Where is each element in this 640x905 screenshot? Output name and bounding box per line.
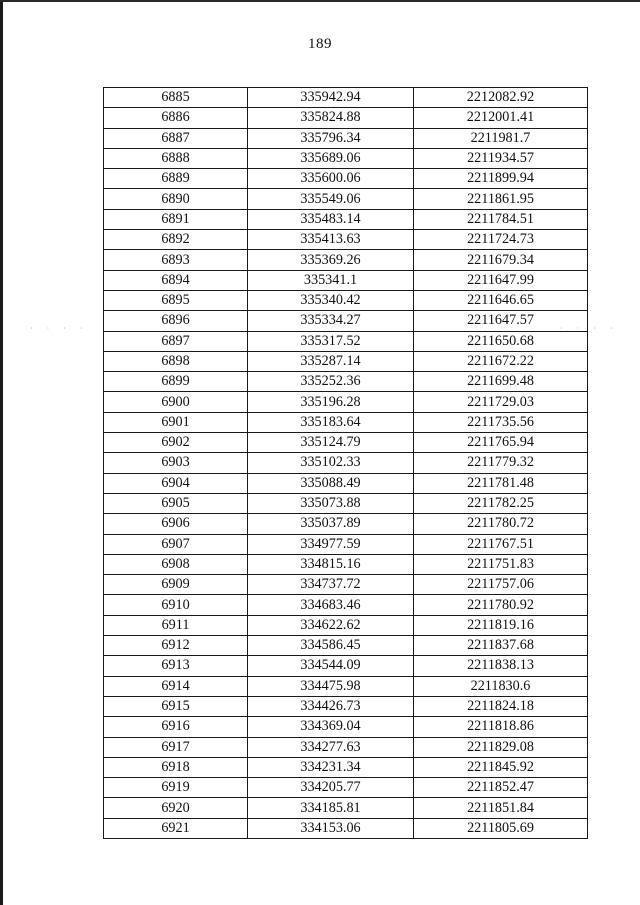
point-number-cell: 6886 [104, 108, 248, 128]
table-row [104, 798, 588, 818]
point-number-cell: 6919 [104, 778, 248, 798]
y-coordinate-cell: 2211729.03 [414, 392, 588, 412]
point-number-cell: 6899 [104, 372, 248, 392]
y-coordinate-cell: 2211805.69 [414, 818, 588, 838]
table-row [104, 209, 588, 229]
x-coordinate-cell: 335340.42 [248, 290, 414, 310]
table-row [104, 514, 588, 534]
point-number-cell: 6893 [104, 250, 248, 270]
y-coordinate-cell: 2211780.92 [414, 595, 588, 615]
table-row [104, 148, 588, 168]
point-number-cell: 6889 [104, 169, 248, 189]
x-coordinate-cell: 334815.16 [248, 554, 414, 574]
table-row [104, 473, 588, 493]
point-number-cell: 6902 [104, 433, 248, 453]
y-coordinate-cell: 2211824.18 [414, 696, 588, 716]
table-row [104, 818, 588, 838]
x-coordinate-cell: 334369.04 [248, 717, 414, 737]
y-coordinate-cell: 2211679.34 [414, 250, 588, 270]
table-row [104, 534, 588, 554]
table-row [104, 595, 588, 615]
coordinates-table-body [104, 88, 588, 839]
x-coordinate-cell: 334683.46 [248, 595, 414, 615]
x-coordinate-cell: 335196.28 [248, 392, 414, 412]
point-number-cell: 6908 [104, 554, 248, 574]
x-coordinate-cell: 334205.77 [248, 778, 414, 798]
y-coordinate-cell: 2211647.57 [414, 311, 588, 331]
table-row [104, 636, 588, 656]
point-number-cell: 6918 [104, 757, 248, 777]
point-number-cell: 6894 [104, 270, 248, 290]
y-coordinate-cell: 2211837.68 [414, 636, 588, 656]
point-number-cell: 6911 [104, 615, 248, 635]
table-row [104, 351, 588, 371]
scan-artifact-dots-right: · · · · [560, 324, 619, 333]
y-coordinate-cell: 2211780.72 [414, 514, 588, 534]
table-row [104, 433, 588, 453]
x-coordinate-cell: 334544.09 [248, 656, 414, 676]
point-number-cell: 6887 [104, 128, 248, 148]
y-coordinate-cell: 2211981.7 [414, 128, 588, 148]
point-number-cell: 6904 [104, 473, 248, 493]
point-number-cell: 6913 [104, 656, 248, 676]
point-number-cell: 6900 [104, 392, 248, 412]
y-coordinate-cell: 2211646.65 [414, 290, 588, 310]
point-number-cell: 6920 [104, 798, 248, 818]
x-coordinate-cell: 334977.59 [248, 534, 414, 554]
table-row [104, 717, 588, 737]
x-coordinate-cell: 335102.33 [248, 453, 414, 473]
x-coordinate-cell: 334277.63 [248, 737, 414, 757]
point-number-cell: 6896 [104, 311, 248, 331]
point-number-cell: 6921 [104, 818, 248, 838]
table-row [104, 169, 588, 189]
x-coordinate-cell: 335252.36 [248, 372, 414, 392]
y-coordinate-cell: 2211672.22 [414, 351, 588, 371]
table-row [104, 696, 588, 716]
x-coordinate-cell: 334475.98 [248, 676, 414, 696]
y-coordinate-cell: 2211757.06 [414, 575, 588, 595]
point-number-cell: 6917 [104, 737, 248, 757]
x-coordinate-cell: 335600.06 [248, 169, 414, 189]
table-row [104, 493, 588, 513]
x-coordinate-cell: 335796.34 [248, 128, 414, 148]
table-row [104, 250, 588, 270]
table-row [104, 453, 588, 473]
x-coordinate-cell: 334737.72 [248, 575, 414, 595]
y-coordinate-cell: 2211845.92 [414, 757, 588, 777]
x-coordinate-cell: 335124.79 [248, 433, 414, 453]
x-coordinate-cell: 335483.14 [248, 209, 414, 229]
point-number-cell: 6890 [104, 189, 248, 209]
point-number-cell: 6892 [104, 230, 248, 250]
table-row [104, 656, 588, 676]
y-coordinate-cell: 2211765.94 [414, 433, 588, 453]
x-coordinate-cell: 334153.06 [248, 818, 414, 838]
y-coordinate-cell: 2211934.57 [414, 148, 588, 168]
x-coordinate-cell: 334622.62 [248, 615, 414, 635]
page-number: 189 [308, 36, 332, 52]
x-coordinate-cell: 335317.52 [248, 331, 414, 351]
table-row [104, 372, 588, 392]
y-coordinate-cell: 2211830.6 [414, 676, 588, 696]
y-coordinate-cell: 2211724.73 [414, 230, 588, 250]
table-row [104, 331, 588, 351]
table-row [104, 108, 588, 128]
x-coordinate-cell: 335088.49 [248, 473, 414, 493]
x-coordinate-cell: 335413.63 [248, 230, 414, 250]
table-row [104, 412, 588, 432]
point-number-cell: 6909 [104, 575, 248, 595]
x-coordinate-cell: 335073.88 [248, 493, 414, 513]
y-coordinate-cell: 2211818.86 [414, 717, 588, 737]
table-row [104, 311, 588, 331]
y-coordinate-cell: 2211829.08 [414, 737, 588, 757]
x-coordinate-cell: 334426.73 [248, 696, 414, 716]
table-row [104, 290, 588, 310]
point-number-cell: 6905 [104, 493, 248, 513]
point-number-cell: 6901 [104, 412, 248, 432]
y-coordinate-cell: 2211861.95 [414, 189, 588, 209]
y-coordinate-cell: 2211735.56 [414, 412, 588, 432]
point-number-cell: 6895 [104, 290, 248, 310]
table-row [104, 128, 588, 148]
x-coordinate-cell: 335287.14 [248, 351, 414, 371]
x-coordinate-cell: 335183.64 [248, 412, 414, 432]
y-coordinate-cell: 2211699.48 [414, 372, 588, 392]
table-row [104, 88, 588, 108]
point-number-cell: 6915 [104, 696, 248, 716]
point-number-cell: 6916 [104, 717, 248, 737]
table-row [104, 737, 588, 757]
y-coordinate-cell: 2211781.48 [414, 473, 588, 493]
y-coordinate-cell: 2211819.16 [414, 615, 588, 635]
y-coordinate-cell: 2211751.83 [414, 554, 588, 574]
point-number-cell: 6903 [104, 453, 248, 473]
table-row [104, 230, 588, 250]
y-coordinate-cell: 2211851.84 [414, 798, 588, 818]
point-number-cell: 6898 [104, 351, 248, 371]
scan-edge-top [0, 0, 640, 2]
point-number-cell: 6897 [104, 331, 248, 351]
x-coordinate-cell: 334231.34 [248, 757, 414, 777]
table-row [104, 615, 588, 635]
scan-artifact-dots-left: · · · · [30, 324, 89, 333]
table-row [104, 575, 588, 595]
y-coordinate-cell: 2211767.51 [414, 534, 588, 554]
point-number-cell: 6885 [104, 88, 248, 108]
y-coordinate-cell: 2211852.47 [414, 778, 588, 798]
x-coordinate-cell: 335689.06 [248, 148, 414, 168]
x-coordinate-cell: 335942.94 [248, 88, 414, 108]
point-number-cell: 6888 [104, 148, 248, 168]
x-coordinate-cell: 335037.89 [248, 514, 414, 534]
y-coordinate-cell: 2211647.99 [414, 270, 588, 290]
x-coordinate-cell: 335549.06 [248, 189, 414, 209]
y-coordinate-cell: 2211784.51 [414, 209, 588, 229]
y-coordinate-cell: 2211782.25 [414, 493, 588, 513]
x-coordinate-cell: 335369.26 [248, 250, 414, 270]
x-coordinate-cell: 334586.45 [248, 636, 414, 656]
point-number-cell: 6912 [104, 636, 248, 656]
x-coordinate-cell: 334185.81 [248, 798, 414, 818]
y-coordinate-cell: 2211650.68 [414, 331, 588, 351]
point-number-cell: 6910 [104, 595, 248, 615]
y-coordinate-cell: 2212001.41 [414, 108, 588, 128]
point-number-cell: 6891 [104, 209, 248, 229]
y-coordinate-cell: 2211838.13 [414, 656, 588, 676]
coordinates-table [103, 87, 588, 839]
y-coordinate-cell: 2212082.92 [414, 88, 588, 108]
table-row [104, 189, 588, 209]
point-number-cell: 6907 [104, 534, 248, 554]
table-row [104, 554, 588, 574]
table-row [104, 676, 588, 696]
x-coordinate-cell: 335334.27 [248, 311, 414, 331]
x-coordinate-cell: 335824.88 [248, 108, 414, 128]
table-row [104, 757, 588, 777]
scan-edge-left [0, 0, 3, 905]
table-row [104, 270, 588, 290]
point-number-cell: 6914 [104, 676, 248, 696]
table-row [104, 392, 588, 412]
x-coordinate-cell: 335341.1 [248, 270, 414, 290]
y-coordinate-cell: 2211779.32 [414, 453, 588, 473]
table-row [104, 778, 588, 798]
point-number-cell: 6906 [104, 514, 248, 534]
y-coordinate-cell: 2211899.94 [414, 169, 588, 189]
